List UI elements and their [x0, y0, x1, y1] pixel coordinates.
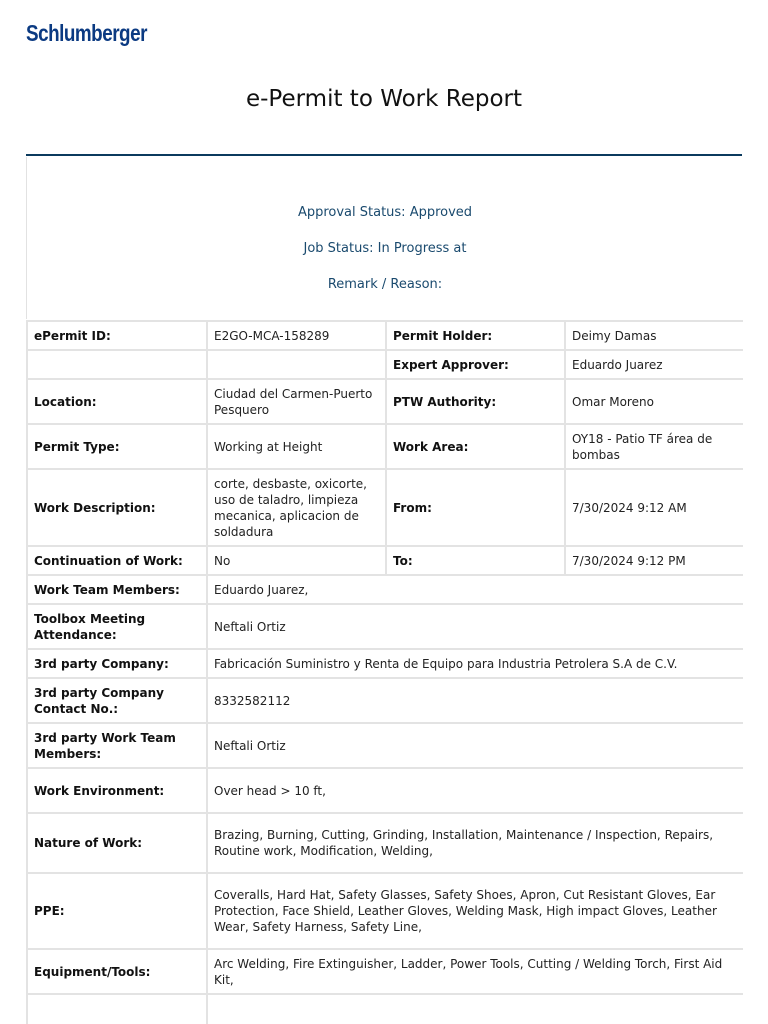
third-party-team-label: 3rd party Work Team Members: [27, 723, 207, 768]
table-row [27, 350, 743, 379]
table-row [27, 813, 743, 873]
work-environment-label: Work Environment: [27, 768, 207, 813]
permit-details-table [26, 320, 743, 1024]
permit-holder-label: Permit Holder: [386, 321, 565, 350]
third-party-company-value: Fabricación Suministro y Renta de Equipo para Industria Petrolera S.A de C.V. [207, 649, 743, 678]
empty-cell [27, 350, 207, 379]
permit-type-label: Permit Type: [27, 424, 207, 469]
team-members-label: Work Team Members: [27, 575, 207, 604]
third-party-team-value: Neftali Ortiz [207, 723, 743, 768]
table-row [27, 546, 743, 575]
continuation-value: No [207, 546, 386, 575]
table-row [27, 649, 743, 678]
to-label: To: [386, 546, 565, 575]
to-value: 7/30/2024 9:12 PM [565, 546, 743, 575]
nature-of-work-value: Brazing, Burning, Cutting, Grinding, Installation, Maintenance / Inspection, Repairs, Routine work, Modification, Welding, [207, 813, 743, 873]
ppe-label: PPE: [27, 873, 207, 949]
empty-cell [27, 994, 207, 1024]
job-status: Job Status: In Progress at [303, 241, 467, 256]
work-description-value: corte, desbaste, oxicorte, uso de taladro, limpieza mecanica, aplicacion de soldadura [207, 469, 386, 546]
table-row [27, 469, 743, 546]
third-party-contact-label: 3rd party Company Contact No.: [27, 678, 207, 723]
third-party-contact-value: 8332582112 [207, 678, 743, 723]
empty-cell [207, 994, 743, 1024]
expert-approver-label: Expert Approver: [386, 350, 565, 379]
third-party-company-label: 3rd party Company: [27, 649, 207, 678]
table-row [27, 604, 743, 649]
table-row [27, 424, 743, 469]
title-divider [26, 154, 742, 156]
ppe-value: Coveralls, Hard Hat, Safety Glasses, Safety Shoes, Apron, Cut Resistant Gloves, Ear Protection, Face Shield, Leather Gloves, Welding Mask, High impact Gloves, Leather Wear, Safety Harness, Safety Line, [207, 873, 743, 949]
report-title: e-Permit to Work Report [245, 86, 523, 112]
from-value: 7/30/2024 9:12 AM [565, 469, 743, 546]
permit-id-label: ePermit ID: [27, 321, 207, 350]
work-description-label: Work Description: [27, 469, 207, 546]
table-row [27, 768, 743, 813]
company-logo: Schlumberger [26, 20, 147, 46]
table-row [27, 723, 743, 768]
continuation-label: Continuation of Work: [27, 546, 207, 575]
remark-reason: Remark / Reason: [327, 277, 443, 292]
table-row [27, 575, 743, 604]
location-value: Ciudad del Carmen-Puerto Pesquero [207, 379, 386, 424]
team-members-value: Eduardo Juarez, [207, 575, 743, 604]
table-row [27, 678, 743, 723]
approval-status: Approval Status: Approved [297, 205, 473, 220]
ptw-authority-value: Omar Moreno [565, 379, 743, 424]
permit-id-value: E2GO-MCA-158289 [207, 321, 386, 350]
equipment-label: Equipment/Tools: [27, 949, 207, 994]
work-area-value: OY18 - Patio TF área de bombas [565, 424, 743, 469]
expert-approver-value: Eduardo Juarez [565, 350, 743, 379]
empty-cell [207, 350, 386, 379]
from-label: From: [386, 469, 565, 546]
permit-holder-value: Deimy Damas [565, 321, 743, 350]
work-environment-value: Over head > 10 ft, [207, 768, 743, 813]
table-row [27, 949, 743, 994]
table-row [27, 321, 743, 350]
ptw-authority-label: PTW Authority: [386, 379, 565, 424]
equipment-value: Arc Welding, Fire Extinguisher, Ladder, Power Tools, Cutting / Welding Torch, First Aid Kit, [207, 949, 743, 994]
toolbox-label: Toolbox Meeting Attendance: [27, 604, 207, 649]
work-area-label: Work Area: [386, 424, 565, 469]
nature-of-work-label: Nature of Work: [27, 813, 207, 873]
table-row [27, 873, 743, 949]
table-row [27, 994, 743, 1024]
permit-type-value: Working at Height [207, 424, 386, 469]
status-section [26, 157, 743, 319]
toolbox-value: Neftali Ortiz [207, 604, 743, 649]
table-row [27, 379, 743, 424]
location-label: Location: [27, 379, 207, 424]
